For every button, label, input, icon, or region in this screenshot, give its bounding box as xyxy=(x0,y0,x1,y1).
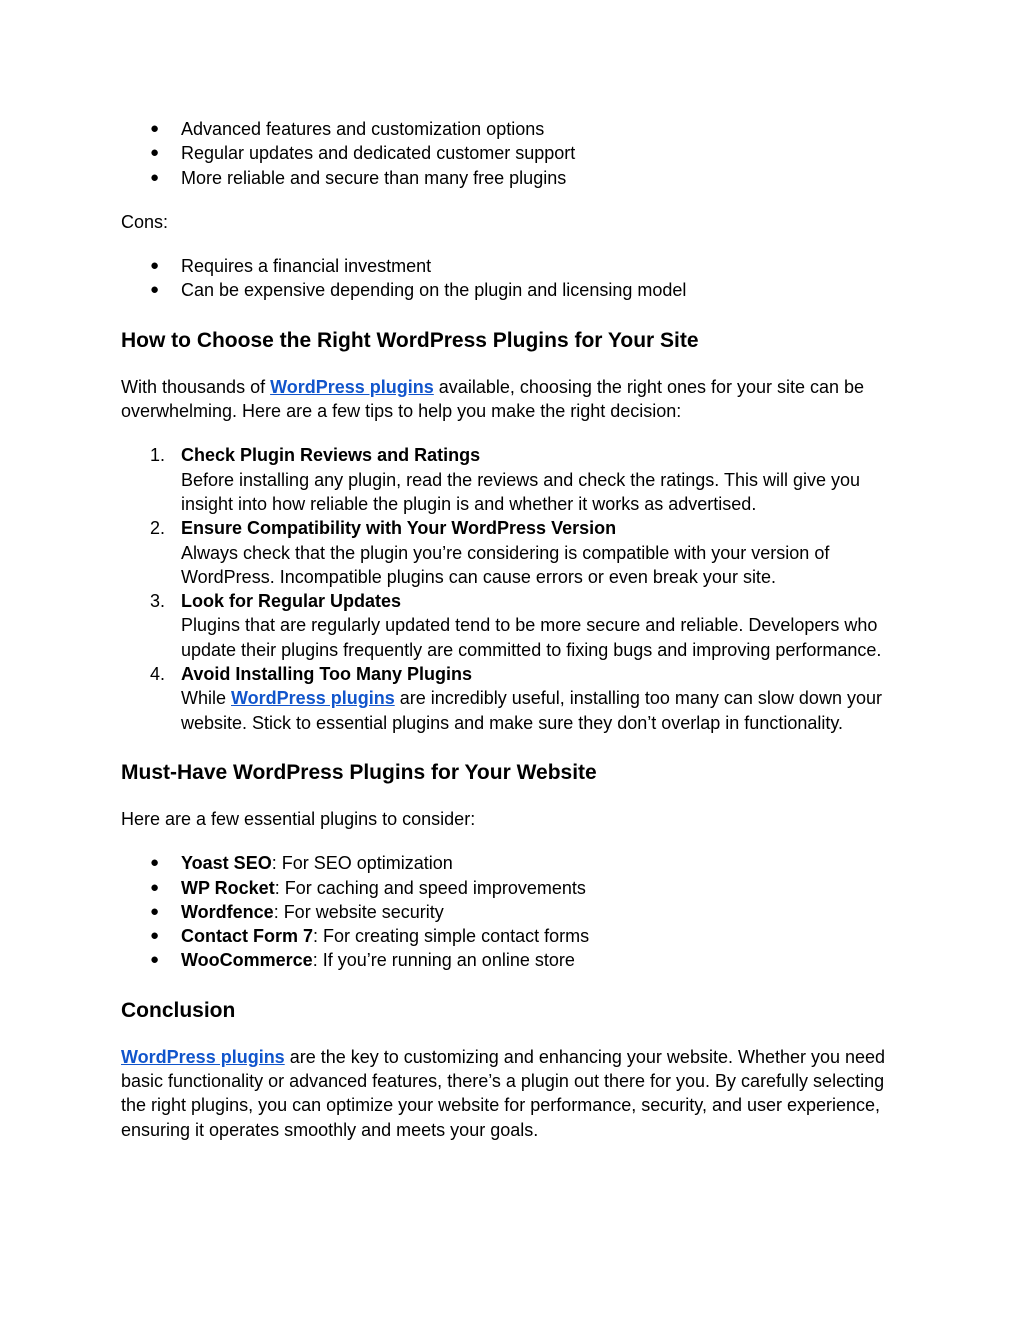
list-item: ● Contact Form 7: For creating simple contact forms xyxy=(121,924,911,948)
bullet-icon: ● xyxy=(150,878,160,896)
tip-item xyxy=(121,443,911,516)
list-item: ● Can be expensive depending on the plugin and licensing model xyxy=(121,278,911,302)
tip-item xyxy=(121,516,911,589)
plugin-name: Yoast SEO xyxy=(181,853,272,874)
tip-body: Before installing any plugin, read the reviews and check the ratings. This will give you insight into how reliable the plugin is and whether it works as advertised. xyxy=(181,469,861,514)
conclusion-paragraph: WordPress plugins are the key to customizing and enhancing your website. Whether you need basic functionality or advanced features, there’s a plugin out there for you. By carefully selecting the right plugins, you can optimize your website for performance, security, and user experience, ensuring it operates smoothly and meets your goals. xyxy=(121,1046,886,1140)
wordpress-plugins-link[interactable]: WordPress plugins xyxy=(231,688,395,709)
must-have-intro: Here are a few essential plugins to consider: xyxy=(121,808,476,829)
wordpress-plugins-link[interactable]: WordPress plugins xyxy=(270,376,434,397)
list-item: ● WooCommerce: If you’re running an online store xyxy=(121,948,911,972)
bullet-icon: ● xyxy=(150,854,160,872)
cons-label: Cons: xyxy=(121,211,169,232)
bullet-icon: ● xyxy=(150,902,160,920)
bullet-icon: ● xyxy=(150,257,160,275)
plugin-name: Wordfence xyxy=(181,901,274,922)
bullet-icon: ● xyxy=(150,927,160,945)
tip-item: 4. Avoid Installing Too Many Plugins While WordPress plugins are incredibly useful, installing too many can slow down your website. Stick to essential plugins and make sure they don’t overlap in functionality. xyxy=(121,662,911,735)
heading-conclusion: Conclusion xyxy=(121,998,236,1022)
bullet-icon: ● xyxy=(150,144,160,162)
list-number: 1. xyxy=(149,445,165,466)
list-number: 4. xyxy=(149,664,165,685)
document-page xyxy=(121,117,911,1142)
list-item: ● Wordfence: For website security xyxy=(121,900,911,924)
plugin-name: Contact Form 7 xyxy=(181,926,314,947)
tip-item xyxy=(121,589,911,662)
list-number: 2. xyxy=(149,518,165,539)
tip-title: Check Plugin Reviews and Ratings xyxy=(181,445,481,466)
wordpress-plugins-link[interactable]: WordPress plugins xyxy=(121,1046,285,1067)
pros-list xyxy=(121,117,911,190)
list-item: ● Requires a financial investment xyxy=(121,254,911,278)
tip-title: Avoid Installing Too Many Plugins xyxy=(181,664,473,685)
tip-title: Ensure Compatibility with Your WordPress Version xyxy=(181,518,617,539)
bullet-icon: ● xyxy=(150,120,160,137)
plugin-name: WooCommerce xyxy=(181,950,313,971)
list-item: ● Yoast SEO: For SEO optimization xyxy=(121,851,911,875)
list-item: ● Regular updates and dedicated customer support xyxy=(121,141,911,165)
tip-body: Always check that the plugin you’re considering is compatible with your version of WordPress. Incompatible plugins can cause errors or even break your site. xyxy=(181,542,830,587)
plugin-name: WP Rocket xyxy=(181,877,275,898)
bullet-icon: ● xyxy=(150,281,160,299)
bullet-icon: ● xyxy=(150,168,160,186)
heading-choose-plugins: How to Choose the Right WordPress Plugins for Your Site xyxy=(121,328,699,352)
list-number: 3. xyxy=(149,591,165,612)
list-item: ● Advanced features and customization options xyxy=(121,117,911,141)
tip-title: Look for Regular Updates xyxy=(181,591,402,612)
cons-list xyxy=(121,254,911,303)
bullet-icon: ● xyxy=(150,951,160,969)
choose-intro-paragraph: With thousands of WordPress plugins available, choosing the right ones for your site can be overwhelming. Here are a few tips to help you make the right decision: xyxy=(121,376,865,422)
list-item: ● WP Rocket: For caching and speed improvements xyxy=(121,876,911,900)
heading-must-have-plugins: Must-Have WordPress Plugins for Your Website xyxy=(121,760,597,784)
tips-list xyxy=(121,443,911,735)
tip-body: Plugins that are regularly updated tend to be more secure and reliable. Developers who update their plugins frequently are committed to fixing bugs and improving performance. xyxy=(181,615,882,660)
plugins-list xyxy=(121,851,911,972)
list-item: ● More reliable and secure than many free plugins xyxy=(121,166,911,190)
